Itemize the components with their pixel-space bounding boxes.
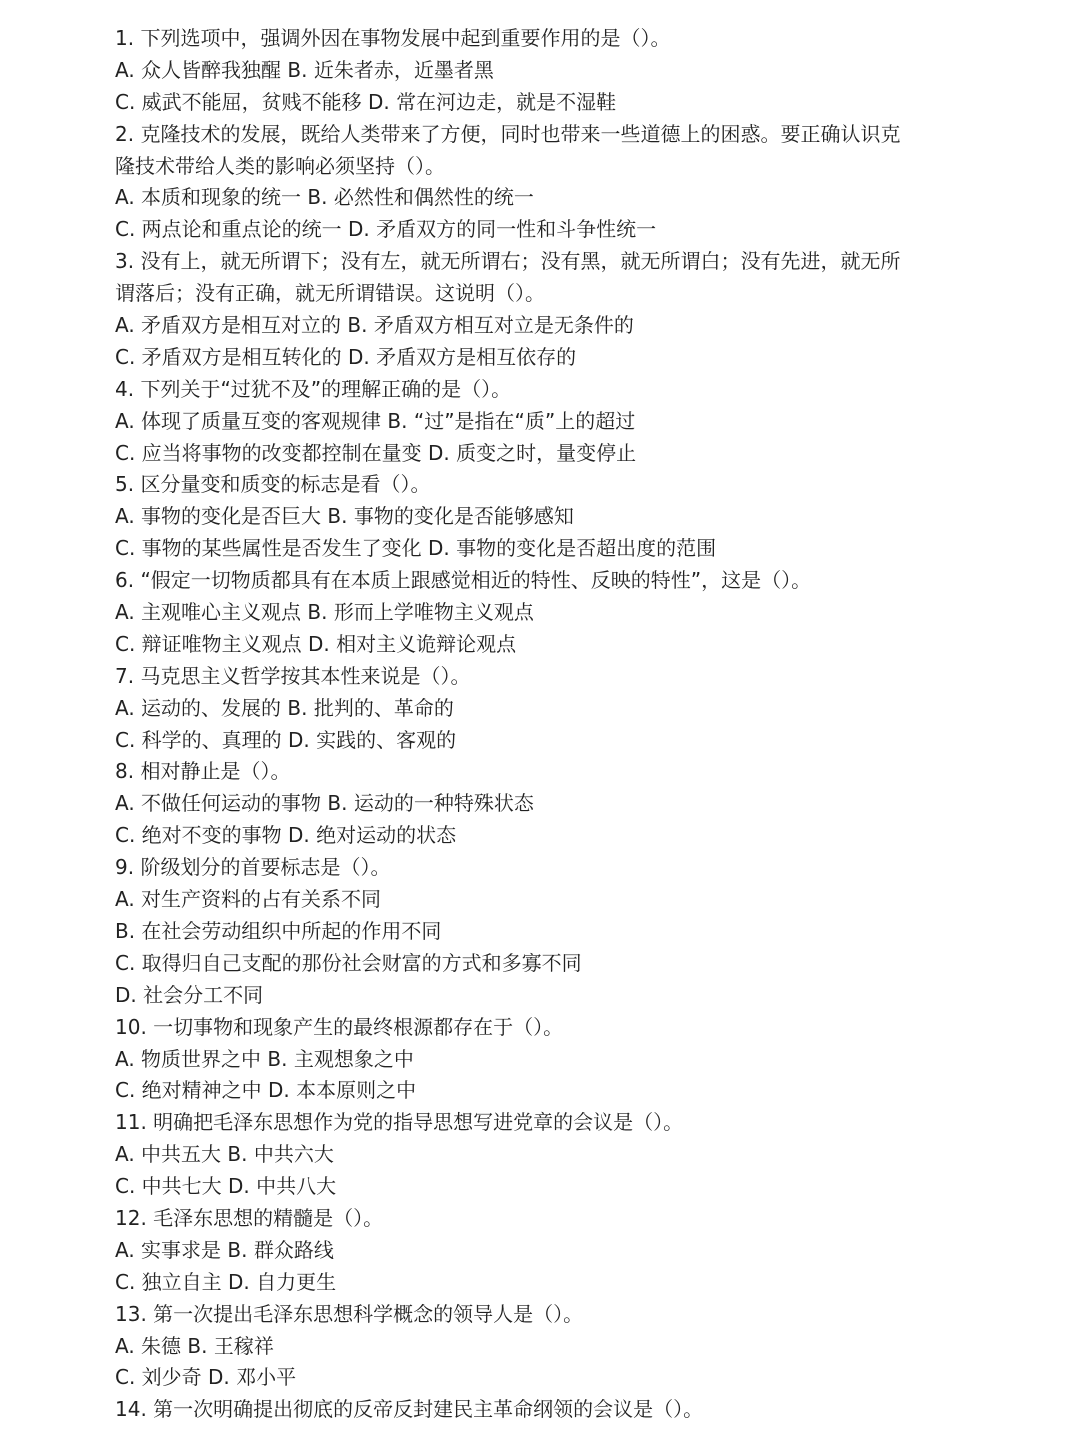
question-13-options-cd: C. 刘少奇 D. 邓小平: [115, 1365, 297, 1390]
question-11-options-ab: A. 中共五大 B. 中共六大: [115, 1142, 334, 1167]
question-10-options-ab: A. 物质世界之中 B. 主观想象之中: [115, 1046, 414, 1071]
question-9-option-d: D. 社会分工不同: [115, 982, 264, 1007]
question-3-stem-line-1: 3. 没有上，就无所谓下；没有左，就无所谓右；没有黑，就无所谓白；没有先进，就无所: [115, 249, 901, 274]
question-9-option-a: A. 对生产资料的占有关系不同: [115, 887, 382, 912]
question-9-stem: 9. 阶级划分的首要标志是（）。: [115, 855, 391, 880]
question-13-options-ab: A. 朱德 B. 王稼祥: [115, 1333, 274, 1358]
question-9-option-b: B. 在社会劳动组织中所起的作用不同: [115, 918, 442, 943]
question-4-stem: 4. 下列关于“过犹不及”的理解正确的是（）。: [115, 376, 512, 401]
question-11-options-cd: C. 中共七大 D. 中共八大: [115, 1174, 337, 1199]
question-7-options-ab: A. 运动的、发展的 B. 批判的、革命的: [115, 695, 454, 720]
question-5-options-ab: A. 事物的变化是否巨大 B. 事物的变化是否能够感知: [115, 504, 574, 529]
question-5-options-cd: C. 事物的某些属性是否发生了变化 D. 事物的变化是否超出度的范围: [115, 536, 717, 561]
question-13-stem: 13. 第一次提出毛泽东思想科学概念的领导人是（）。: [115, 1301, 584, 1326]
question-8-options-cd: C. 绝对不变的事物 D. 绝对运动的状态: [115, 823, 457, 848]
question-7-stem: 7. 马克思主义哲学按其本性来说是（）。: [115, 663, 471, 688]
question-3-options-ab: A. 矛盾双方是相互对立的 B. 矛盾双方相互对立是无条件的: [115, 313, 634, 338]
question-4-options-ab: A. 体现了质量互变的客观规律 B. “过”是指在“质”上的超过: [115, 408, 636, 433]
question-7-options-cd: C. 科学的、真理的 D. 实践的、客观的: [115, 727, 457, 752]
question-3-stem-line-2: 谓落后；没有正确，就无所谓错误。这说明（）。: [115, 281, 545, 306]
question-14-stem: 14. 第一次明确提出彻底的反帝反封建民主革命纲领的会议是（）。: [115, 1397, 704, 1422]
question-12-options-ab: A. 实事求是 B. 群众路线: [115, 1237, 334, 1262]
question-2-stem-line-2: 隆技术带给人类的影响必须坚持（）。: [115, 153, 445, 178]
question-4-options-cd: C. 应当将事物的改变都控制在量变 D. 质变之时，量变停止: [115, 440, 637, 465]
question-1-options-cd: C. 威武不能屈，贫贱不能移 D. 常在河边走，就是不湿鞋: [115, 89, 617, 114]
question-11-stem: 11. 明确把毛泽东思想作为党的指导思想写进党章的会议是（）。: [115, 1110, 684, 1135]
question-8-stem: 8. 相对静止是（）。: [115, 759, 291, 784]
question-2-options-ab: A. 本质和现象的统一 B. 必然性和偶然性的统一: [115, 185, 534, 210]
question-8-options-ab: A. 不做任何运动的事物 B. 运动的一种特殊状态: [115, 791, 534, 816]
question-1-stem: 1. 下列选项中，强调外因在事物发展中起到重要作用的是（）。: [115, 26, 671, 50]
question-5-stem: 5. 区分量变和质变的标志是看（）。: [115, 472, 431, 497]
question-10-stem: 10. 一切事物和现象产生的最终根源都存在于（）。: [115, 1014, 564, 1039]
question-3-options-cd: C. 矛盾双方是相互转化的 D. 矛盾双方是相互依存的: [115, 344, 577, 369]
question-list: [115, 23, 975, 1426]
question-6-options-ab: A. 主观唯心主义观点 B. 形而上学唯物主义观点: [115, 600, 534, 625]
question-12-options-cd: C. 独立自主 D. 自力更生: [115, 1269, 337, 1294]
question-6-stem: 6. “假定一切物质都具有在本质上跟感觉相近的特性、反映的特性”，这是（）。: [115, 568, 812, 593]
question-12-stem: 12. 毛泽东思想的精髓是（）。: [115, 1205, 384, 1230]
question-9-option-c: C. 取得归自己支配的那份社会财富的方式和多寡不同: [115, 950, 582, 975]
question-2-options-cd: C. 两点论和重点论的统一 D. 矛盾双方的同一性和斗争性统一: [115, 217, 657, 242]
question-10-options-cd: C. 绝对精神之中 D. 本本原则之中: [115, 1078, 417, 1103]
question-1-options-ab: A. 众人皆醉我独醒 B. 近朱者赤，近墨者黑: [115, 57, 494, 82]
question-6-options-cd: C. 辩证唯物主义观点 D. 相对主义诡辩论观点: [115, 631, 517, 656]
question-2-stem-line-1: 2. 克隆技术的发展，既给人类带来了方便，同时也带来一些道德上的困惑。要正确认识克: [115, 121, 901, 146]
